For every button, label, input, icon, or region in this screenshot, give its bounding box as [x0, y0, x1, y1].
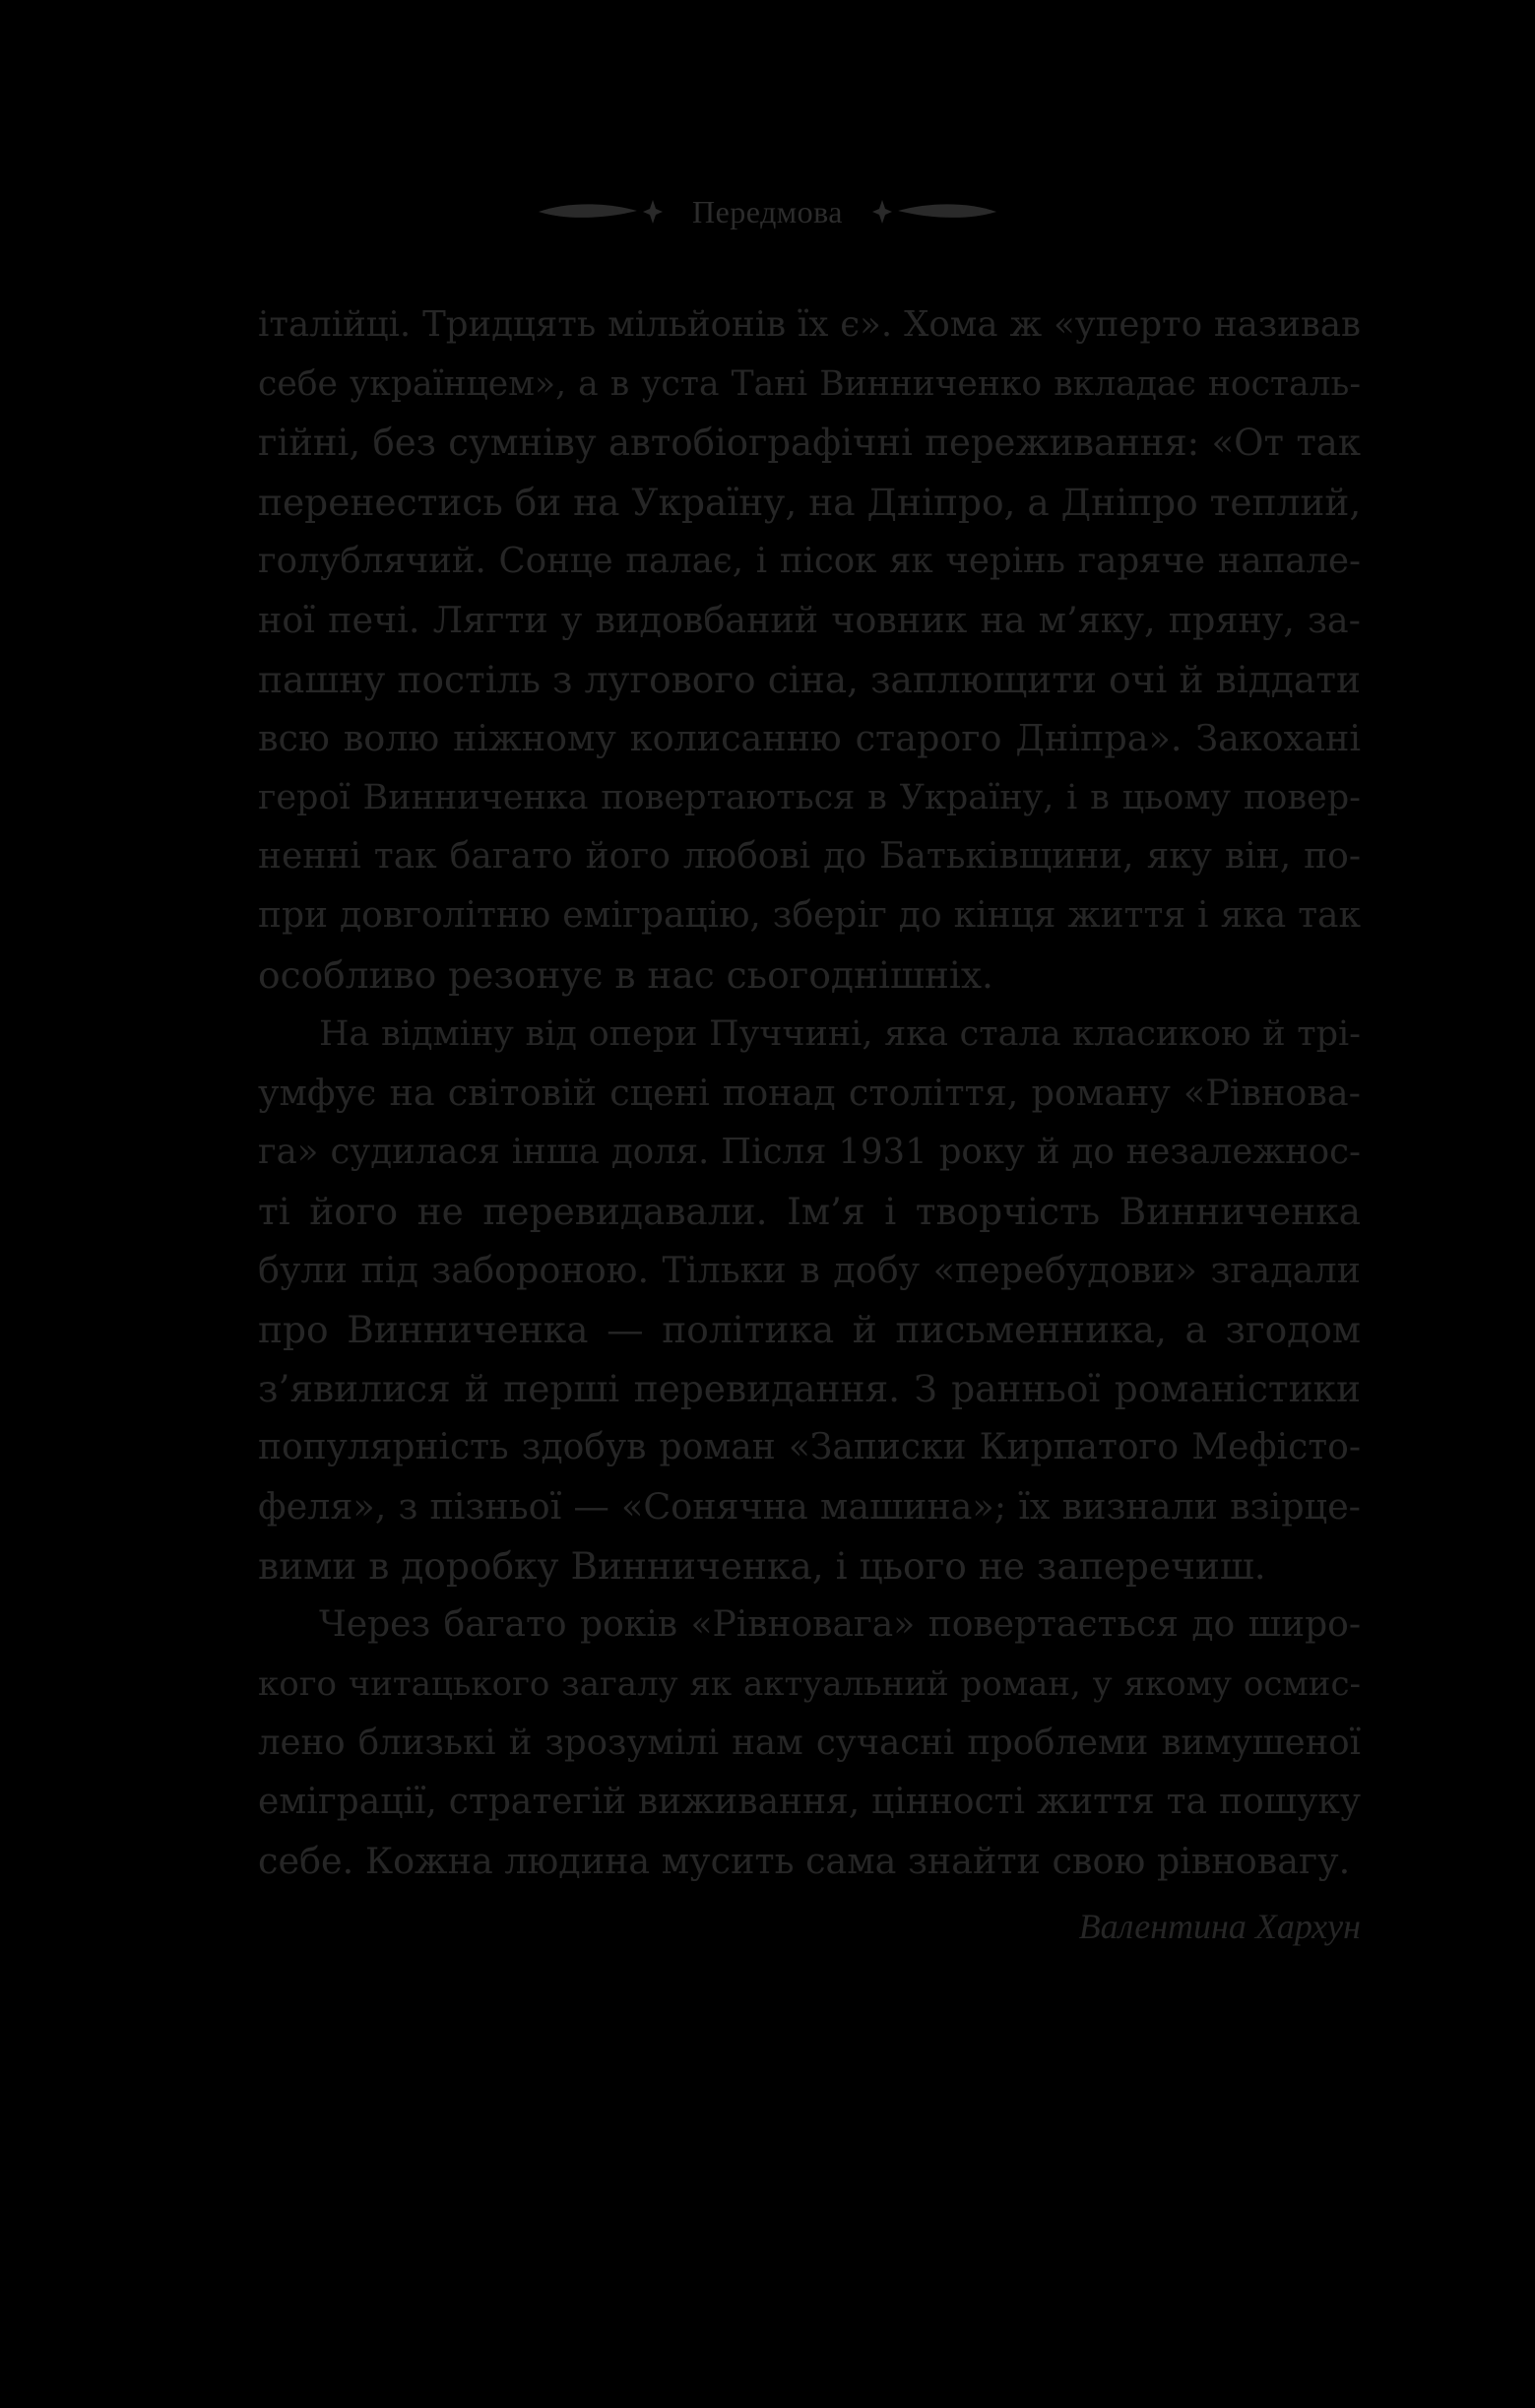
text-line: феля», з пізньої — «Сонячна машина»; їх визнали взірце- — [258, 1485, 1361, 1528]
text-line: кого читацького загалу як актуальний роман, у якому осмис- — [258, 1664, 1361, 1704]
text-line: при довголітню еміграцію, зберіг до кінця життя і яка так — [258, 895, 1361, 936]
text-line: ної печі. Лягти у видовбаний човник на м’яку, пряну, за- — [258, 599, 1361, 641]
text-line: себе українцем», а в уста Тані Винниченко вкладає носталь- — [258, 364, 1361, 404]
paragraph — [258, 1595, 1361, 1891]
paragraph — [258, 1005, 1361, 1595]
text-line: Через багато років «Рівновага» повертається до широ- — [319, 1604, 1361, 1645]
text-line: про Винниченка — політика й письменника, а згодом — [258, 1308, 1361, 1351]
body-text — [258, 295, 1361, 1891]
text-line: га» судилася інша доля. Після 1931 року й до незалежнос- — [258, 1132, 1361, 1172]
star-leaf-ornament-icon — [870, 197, 998, 227]
text-line: ненні так багато його любові до Батьківщини, яку він, по- — [258, 836, 1361, 877]
text-line: ті його не перевидавали. Ім’я і творчість Винниченка — [258, 1190, 1361, 1233]
text-line: умфує на світовій сцені понад століття, роману «Рівнова- — [258, 1072, 1361, 1114]
text-line: себе. Кожна людина мусить сама знайти свою рівновагу. — [258, 1840, 1351, 1882]
text-line: герої Винниченка повертаються в Україну, і в цьому повер- — [258, 778, 1361, 817]
section-title: Передмова — [691, 193, 843, 229]
text-line: були під забороною. Тільки в добу «перебудови» згадали — [258, 1249, 1361, 1291]
text-line: популярність здобув роман «Записки Кирпатого Мефісто- — [258, 1427, 1361, 1467]
running-header — [0, 187, 1535, 236]
leaf-star-ornament-icon — [537, 197, 665, 227]
text-line: еміграції, стратегій виживання, цінності життя та пошуку — [258, 1782, 1361, 1822]
text-line: з’явилися й перші перевидання. З ранньої романістики — [258, 1367, 1361, 1410]
author-signature: Валентина Хархун — [1078, 1907, 1361, 1946]
text-line: перенестись би на Україну, на Дніпро, а Дніпро теплий, — [258, 481, 1362, 524]
text-line: всю волю ніжному колисанню старого Дніпра». Закохані — [258, 717, 1361, 759]
text-line: На відміну від опери Пуччині, яка стала класикою й трі- — [319, 1014, 1361, 1054]
text-line: голублячий. Сонце палає, і пісок як черінь гаряче напале- — [258, 541, 1361, 581]
text-line: італійці. Тридцять мільйонів їх є». Хома ж «уперто називав — [258, 304, 1361, 345]
text-line: лено близькі й зрозумілі нам сучасні проблеми вимушеної — [258, 1723, 1361, 1763]
text-line: особливо резонує в нас сьогоднішніх. — [258, 953, 993, 997]
paragraph — [258, 295, 1361, 1005]
text-line: вими в доробку Винниченка, і цього не заперечиш. — [258, 1544, 1266, 1588]
text-line: гійні, без сумніву автобіографічні переживання: «От так — [258, 422, 1361, 464]
text-line: пашну постіль з лугового сіна, заплющити очі й віддати — [258, 658, 1361, 701]
